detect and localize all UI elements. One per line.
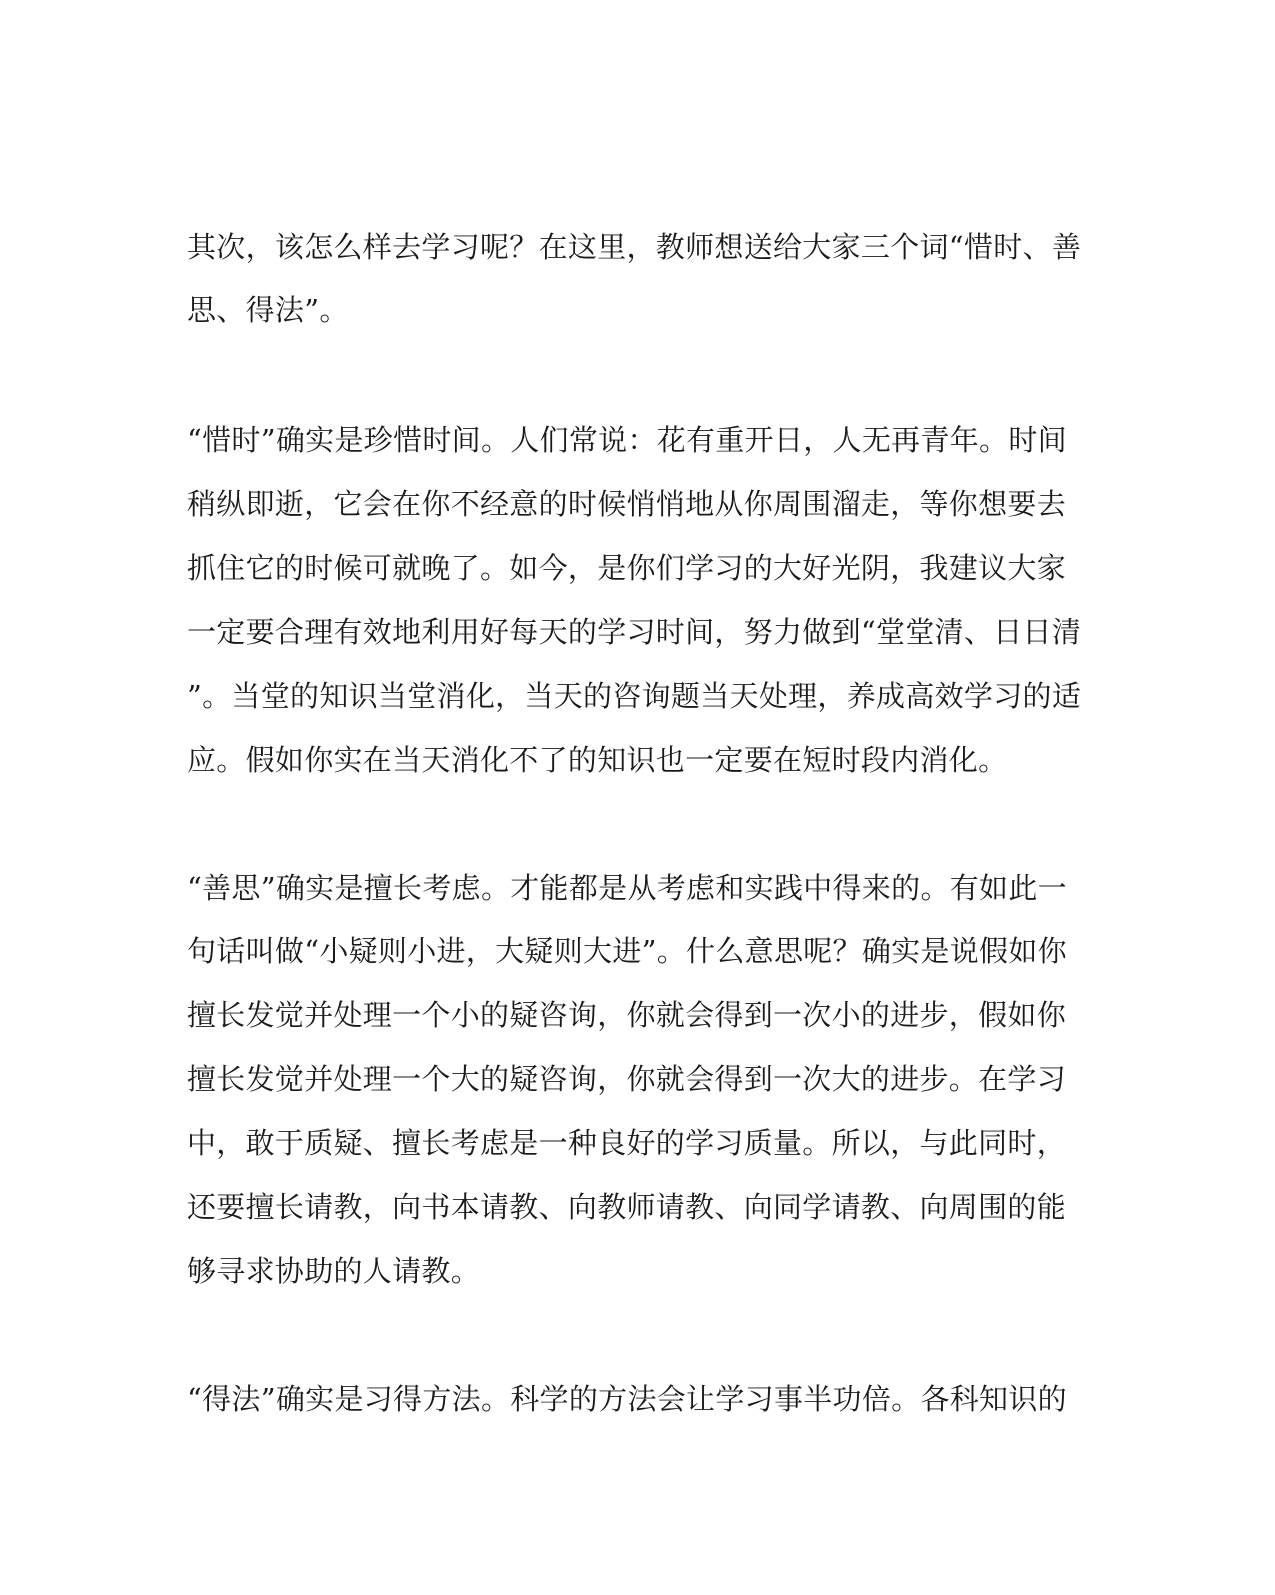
text-line: “惜时”确实是珍惜时间。人们常说：花有重开日，人无再青年。时间	[187, 423, 1067, 457]
text-line: “善思”确实是擅长考虑。才能都是从考虑和实践中得来的。有如此一	[187, 871, 1067, 905]
text-line: 稍纵即逝，它会在你不经意的时候悄悄地从你周围溜走，等你想要去	[187, 487, 1067, 521]
text-line: 句话叫做“小疑则小进，大疑则大进”。什么意思呢？确实是说假如你	[187, 934, 1067, 968]
text-line: 擅长发觉并处理一个大的疑咨询，你就会得到一次大的进步。在学习	[187, 1062, 1067, 1096]
text-line: 一定要合理有效地利用好每天的学习时间，努力做到“堂堂清、日日清	[187, 615, 1082, 649]
text-line: “得法”确实是习得方法。科学的方法会让学习事半功倍。各科知识的	[187, 1382, 1067, 1416]
text-line: 思、得法”。	[187, 293, 349, 327]
text-line: ”。当堂的知识当堂消化，当天的咨询题当天处理，养成高效学习的适	[187, 679, 1082, 713]
text-line: 擅长发觉并处理一个小的疑咨询，你就会得到一次小的进步，假如你	[187, 998, 1067, 1032]
text-line: 其次，该怎么样去学习呢？在这里，教师想送给大家三个词“惜时、善	[187, 230, 1082, 264]
text-line: 应。假如你实在当天消化不了的知识也一定要在短时段内消化。	[187, 743, 1008, 777]
text-line: 够寻求协助的人请教。	[187, 1254, 481, 1288]
text-line: 抓住它的时候可就晚了。如今，是你们学习的大好光阴，我建议大家	[187, 551, 1067, 585]
text-line: 中，敢于质疑、擅长考虑是一种良好的学习质量。所以，与此同时，	[187, 1126, 1067, 1160]
text-line: 还要擅长请教，向书本请教、向教师请教、向同学请教、向周围的能	[187, 1190, 1067, 1224]
